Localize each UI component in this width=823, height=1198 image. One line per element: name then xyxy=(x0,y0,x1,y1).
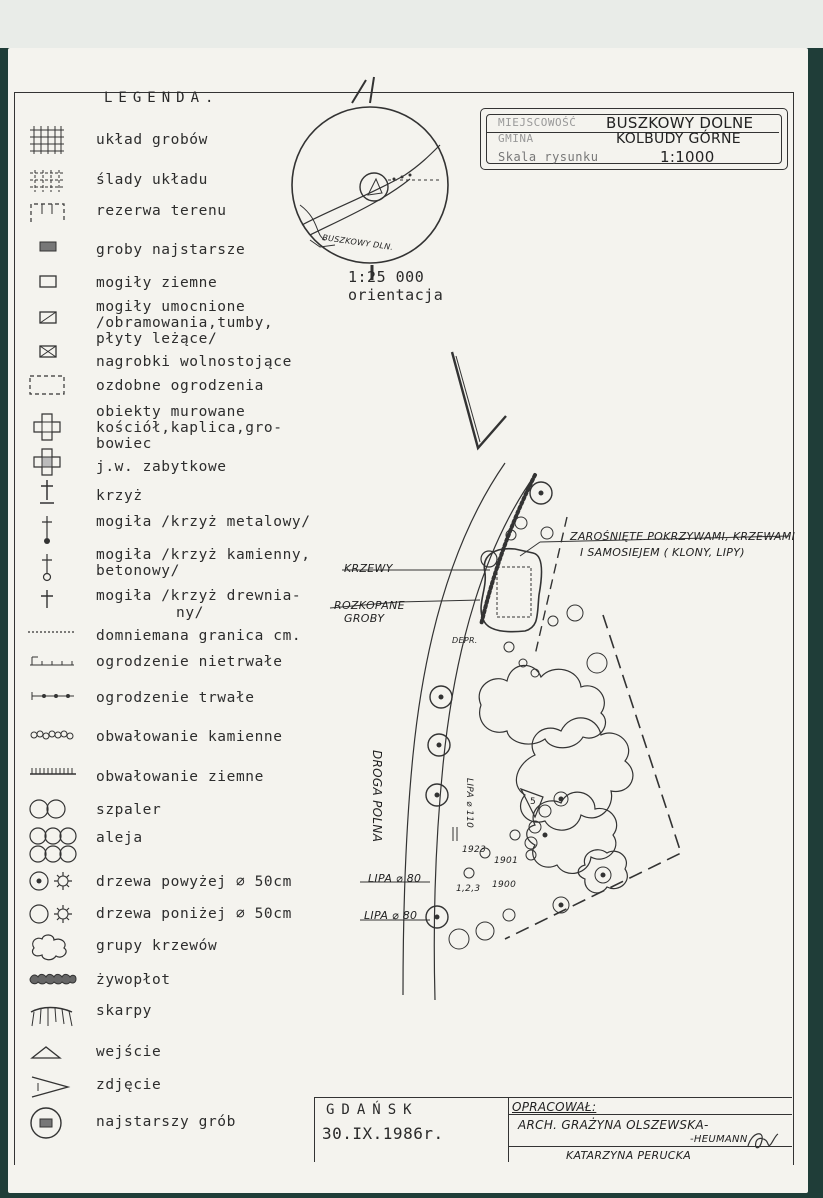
large-tree-icon xyxy=(28,869,78,893)
footer-date: 30.IX.1986r. xyxy=(322,1124,444,1143)
legend-label-decorative-fences: ozdobne ogrodzenia xyxy=(96,378,264,394)
legend-label-earth-graves: mogiły ziemne xyxy=(96,275,218,291)
north-arrow-icon xyxy=(444,350,514,460)
grave-numbers: 1,2,3 xyxy=(456,884,481,894)
scan-border-right xyxy=(808,48,823,1198)
legend-label-shrub-groups: grupy krzewów xyxy=(96,938,218,954)
grave-year-1900: 1900 xyxy=(492,880,517,890)
shrub-group-icon xyxy=(28,932,78,960)
legend-label-hedge: żywopłot xyxy=(96,972,171,988)
stone-cross-grave-icon xyxy=(28,552,68,582)
legend-label-masonry-objects: obiekty murowane xyxy=(96,404,246,420)
legend-label-large-trees: drzewa powyżej ⌀ 50cm xyxy=(96,874,292,890)
legend-label-freestanding-tombstones: nagrobki wolnostojące xyxy=(96,354,292,370)
oldest-graves-icon xyxy=(28,240,68,254)
cross-icon xyxy=(28,478,68,506)
legend-label-oldest-graves: groby najstarsze xyxy=(96,242,246,258)
freestanding-tombstone-icon xyxy=(28,344,68,360)
legend-label-avenue: aleja xyxy=(96,830,143,846)
legend-label-earth-embankment: obwałowanie ziemne xyxy=(96,769,264,785)
bushes-label: KRZEWY xyxy=(344,562,393,575)
land-reserve-icon xyxy=(28,200,68,226)
place-label: MIEJSCOWOŚĆ xyxy=(498,116,577,129)
legend-label-stone-cross-grave: mogiła /krzyż kamienny, xyxy=(96,547,311,563)
footer-mid-line xyxy=(508,1097,509,1162)
historic-object-icon xyxy=(28,447,68,477)
legend-title: LEGENDA. xyxy=(104,90,220,106)
author-1: ARCH. GRAŻYNA OLSZEWSKA- xyxy=(518,1118,709,1132)
orientation-label: orientacja xyxy=(348,286,444,304)
gmina-value: KOLBUDY GÓRNE xyxy=(616,131,741,147)
prepared-by-label: OPRACOWAŁ: xyxy=(512,1100,597,1114)
legend-label-grave-traces: ślady układu xyxy=(96,172,208,188)
dug-graves-label-1: ROZKOPANE xyxy=(334,599,405,612)
legend-label-cross: krzyż xyxy=(96,488,143,504)
photo-icon xyxy=(28,1074,78,1100)
scale-value: 1:1000 xyxy=(660,148,715,166)
legend-label-historic-objects: j.w. zabytkowe xyxy=(96,459,227,475)
avenue-icon xyxy=(28,826,78,866)
decorative-fence-icon xyxy=(28,374,68,396)
linden-80-label-2: LIPA ⌀ 80 xyxy=(364,909,418,922)
legend-label-land-reserve: rezerwa terenu xyxy=(96,203,227,219)
legend-label-temporary-fence: ogrodzenie nietrwałe xyxy=(96,654,283,670)
footer-row-line-1 xyxy=(508,1114,792,1115)
metal-cross-grave-icon xyxy=(28,514,68,546)
footer-left-line xyxy=(314,1097,315,1162)
legend-label-stone-embankment: obwałowanie kamienne xyxy=(96,729,283,745)
hedge-icon xyxy=(28,972,78,986)
footer-city: GDAŃSK xyxy=(326,1102,419,1118)
legend-label-grave-grid: układ grobów xyxy=(96,132,208,148)
legend-label-tree-row: szpaler xyxy=(96,802,162,818)
legend-label-masonry-objects-3: bowiec xyxy=(96,436,152,452)
photo-number: 5 xyxy=(530,797,537,807)
legend-label-photo: zdjęcie xyxy=(96,1077,162,1093)
overgrown-label-2: I SAMOSIEJEM ( KLONY, LIPY) xyxy=(580,546,745,559)
legend-label-wooden-cross-grave: mogiła /krzyż drewnia- xyxy=(96,588,302,604)
masonry-object-icon xyxy=(28,412,68,442)
signature-icon xyxy=(744,1126,784,1156)
small-tree-icon xyxy=(28,902,78,926)
legend-label-reinforced-graves-2: /obramowania,tumby, xyxy=(96,315,274,331)
wooden-cross-grave-icon xyxy=(28,588,68,612)
grave-year-1923: 1923 xyxy=(462,845,487,855)
earth-embankment-icon xyxy=(28,764,78,776)
earth-grave-icon xyxy=(28,274,68,290)
gmina-label: GMINA xyxy=(498,132,534,145)
author-1b: -HEUMANN xyxy=(690,1134,748,1145)
scale-label: Skala rysunku xyxy=(498,150,599,164)
orientation-scale: 1:25 000 xyxy=(348,268,425,286)
overgrown-label-1: ZAROŚNIĘTE POKRZYWAMI, KRZEWAMI xyxy=(570,530,796,543)
permanent-fence-icon xyxy=(28,690,78,702)
author-2: KATARZYNA PERUCKA xyxy=(566,1149,692,1162)
legend-label-stone-cross-grave-2: betonowy/ xyxy=(96,563,180,579)
linden-110-label: LIPA ⌀ 110 xyxy=(464,778,474,829)
legend-label-masonry-objects-2: kościół,kaplica,gro- xyxy=(96,420,283,436)
legend-label-presumed-boundary: domniemana granica cm. xyxy=(96,628,302,644)
reinforced-grave-icon xyxy=(28,310,68,326)
linden-80-label-1: LIPA ⌀ 80 xyxy=(368,872,422,885)
grave-year-1901: 1901 xyxy=(494,856,519,866)
legend-label-reinforced-graves: mogiły umocnione xyxy=(96,299,246,315)
tree-row-icon xyxy=(28,798,78,820)
presumed-boundary-icon xyxy=(28,628,78,636)
legend-label-metal-cross-grave: mogiła /krzyż metalowy/ xyxy=(96,514,311,530)
slope-icon xyxy=(28,1004,78,1030)
depression-label: DEPR. xyxy=(452,636,478,645)
footer-top-line xyxy=(314,1097,792,1098)
legend-label-entrance: wejście xyxy=(96,1044,162,1060)
orientation-inset-map xyxy=(290,75,460,285)
place-value: BUSZKOWY DOLNE xyxy=(606,114,754,132)
legend-label-reinforced-graves-3: płyty leżące/ xyxy=(96,331,218,347)
scan-border-top xyxy=(0,0,823,48)
legend-label-wooden-cross-grave-2: ny/ xyxy=(176,605,204,621)
temporary-fence-icon xyxy=(28,654,78,668)
oldest-grave-icon xyxy=(28,1106,78,1140)
legend-label-oldest-grave: najstarszy grób xyxy=(96,1114,236,1130)
entrance-icon xyxy=(28,1044,78,1060)
dug-graves-label-2: GROBY xyxy=(344,612,385,625)
inset-place-label: BUSZKOWY DLN. xyxy=(321,233,394,252)
grave-grid-icon xyxy=(28,124,68,154)
stone-embankment-icon xyxy=(28,728,78,742)
legend-label-permanent-fence: ogrodzenie trwałe xyxy=(96,690,255,706)
road-label: DROGA POLNA xyxy=(370,750,384,843)
legend-label-slopes: skarpy xyxy=(96,1003,152,1019)
grave-traces-icon xyxy=(28,168,68,194)
legend-label-small-trees: drzewa poniżej ⌀ 50cm xyxy=(96,906,292,922)
